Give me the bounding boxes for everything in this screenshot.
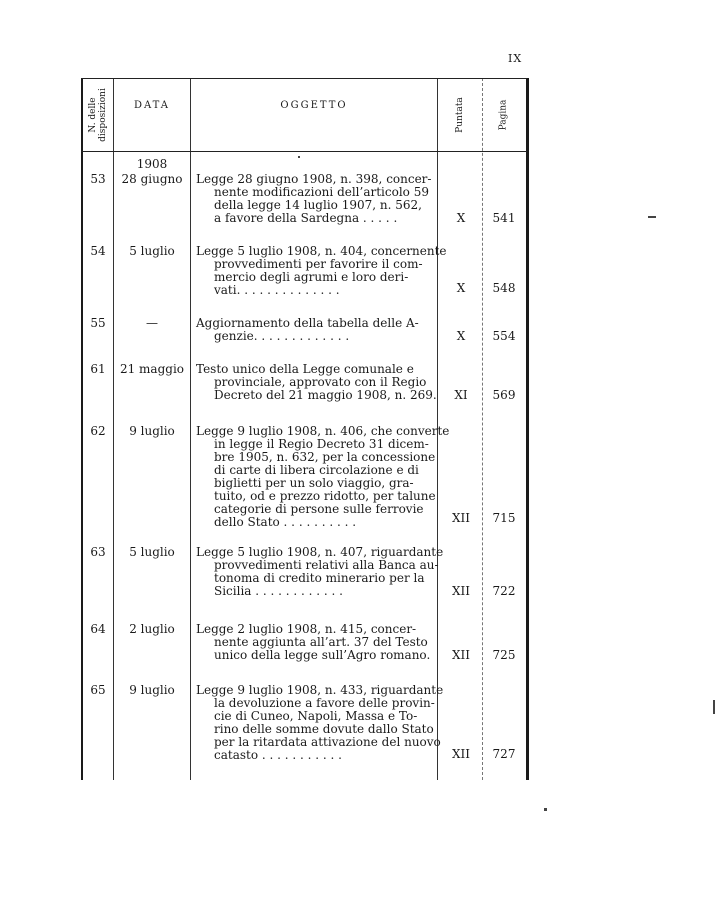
- row-62-date: 9 luglio: [129, 424, 175, 438]
- scan-mark: [544, 808, 547, 811]
- subject-line: rino delle somme dovute dallo Stato: [214, 722, 434, 736]
- subject-line: la devoluzione a favore delle provin-: [214, 696, 435, 710]
- header-bottom-rule: [81, 151, 527, 152]
- subject-line: Legge 5 luglio 1908, n. 404, concernente: [196, 244, 447, 258]
- row-61-number: 61: [90, 362, 106, 376]
- row-65-pagina: 727: [492, 747, 516, 761]
- subject-line: nente modificazioni dell’articolo 59: [214, 185, 429, 199]
- subject-line: provinciale, approvato con il Regio: [214, 375, 427, 389]
- page-number: IX: [508, 52, 523, 65]
- subject-line: della legge 14 luglio 1907, n. 562,: [214, 198, 422, 212]
- subject-line: Sicilia . . . . . . . . . . . .: [214, 584, 343, 598]
- row-55-date: —: [146, 316, 158, 330]
- row-53-year: 1908: [136, 157, 168, 171]
- subject-line: Legge 28 giugno 1908, n. 398, concer-: [196, 172, 432, 186]
- row-64-number: 64: [90, 622, 106, 636]
- row-55-pagina: 554: [492, 329, 516, 343]
- scan-mark: [648, 216, 656, 218]
- subject-line: bre 1905, n. 632, per la concessione: [214, 450, 436, 464]
- row-64-puntata: XII: [451, 648, 471, 662]
- row-64-date: 2 luglio: [129, 622, 175, 636]
- subject-line: Aggiornamento della tabella delle A-: [196, 316, 419, 330]
- subject-line: Testo unico della Legge comunale e: [196, 362, 414, 376]
- subject-line: categorie di persone sulle ferrovie: [214, 502, 424, 516]
- row-61-puntata: XI: [454, 388, 468, 402]
- row-53-pagina: 541: [492, 211, 516, 225]
- row-54-pagina: 548: [492, 281, 516, 295]
- subject-line: cie di Cuneo, Napoli, Massa e To-: [214, 709, 418, 723]
- header-pagina: Pagina: [498, 99, 509, 131]
- header-oggetto: OGGETTO: [280, 100, 348, 111]
- subject-line: in legge il Regio Decreto 31 dicem-: [214, 437, 429, 451]
- subject-line: dello Stato . . . . . . . . . .: [214, 515, 357, 529]
- row-62-puntata: XII: [451, 511, 471, 525]
- row-53-date: 28 giugno: [121, 172, 183, 186]
- row-65-puntata: XII: [451, 747, 471, 761]
- header-numero-line-2: disposizioni: [98, 88, 108, 142]
- row-55-subject: [196, 317, 433, 343]
- subject-line: nente aggiunta all’art. 37 del Testo: [214, 635, 428, 649]
- row-63-puntata: XII: [451, 584, 471, 598]
- row-54-subject: [196, 244, 447, 297]
- row-61-pagina: 569: [492, 388, 516, 402]
- row-53-subject: [196, 173, 433, 225]
- subject-line: Decreto del 21 maggio 1908, n. 269.: [214, 388, 437, 402]
- row-65-number: 65: [90, 683, 106, 697]
- row-54-puntata: X: [456, 281, 466, 295]
- column-divider: [482, 78, 483, 780]
- row-54-date: 5 luglio: [129, 244, 175, 258]
- row-63-number: 63: [90, 545, 106, 559]
- subject-line: mercio degli agrumi e loro deri-: [214, 270, 409, 284]
- column-divider: [113, 78, 114, 780]
- subject-line: per la ritardata attivazione del nuovo: [214, 735, 441, 749]
- subject-line: Legge 2 luglio 1908, n. 415, concer-: [196, 622, 417, 636]
- subject-line: unico della legge sull’Agro romano.: [214, 648, 431, 662]
- header-data: DATA: [133, 100, 171, 111]
- header-top-rule: [81, 78, 527, 79]
- subject-line: provvedimenti per favorire il com-: [214, 257, 423, 271]
- subject-line: di carte di libera circolazione e di: [214, 463, 419, 477]
- header-puntata: Puntata: [455, 97, 465, 133]
- row-62-number: 62: [90, 424, 106, 438]
- row-63-subject: [196, 545, 444, 598]
- header-numero-line-1: N. delle: [88, 97, 98, 133]
- subject-line: catasto . . . . . . . . . . .: [214, 748, 342, 762]
- subject-line: biglietti per un solo viaggio, gra-: [214, 476, 414, 490]
- subject-line: Legge 9 luglio 1908, n. 406, che converte: [196, 424, 450, 438]
- row-55-number: 55: [90, 316, 106, 330]
- row-61-date: 21 maggio: [119, 362, 185, 376]
- row-63-date: 5 luglio: [129, 545, 175, 559]
- row-65-date: 9 luglio: [129, 683, 175, 697]
- subject-line: Legge 5 luglio 1908, n. 407, riguardante: [196, 545, 444, 559]
- row-55-puntata: X: [456, 329, 466, 343]
- row-64-pagina: 725: [492, 648, 516, 662]
- subject-line: vati. . . . . . . . . . . . . .: [214, 283, 340, 297]
- header-numero: [83, 80, 113, 150]
- subject-line: provvedimenti relativi alla Banca au-: [214, 558, 439, 572]
- row-61-subject: [196, 362, 437, 402]
- scan-mark: [713, 700, 715, 714]
- subject-line: tonoma di credito minerario per la: [214, 571, 425, 585]
- subject-line: Legge 9 luglio 1908, n. 433, riguardante: [196, 683, 444, 697]
- row-65-subject: [196, 683, 444, 762]
- row-62-subject: [196, 424, 450, 529]
- row-63-pagina: 722: [492, 584, 516, 598]
- column-divider: [190, 78, 191, 780]
- subject-line: a favore della Sardegna . . . . .: [214, 211, 398, 225]
- row-53-puntata: X: [456, 211, 466, 225]
- scan-mark: [298, 156, 300, 158]
- row-64-subject: [196, 623, 433, 662]
- row-53-number: 53: [90, 172, 106, 186]
- row-54-number: 54: [90, 244, 106, 258]
- row-62-pagina: 715: [492, 511, 516, 525]
- subject-line: genzie. . . . . . . . . . . . .: [214, 329, 350, 343]
- subject-line: tuito, od e prezzo ridotto, per talune: [214, 489, 436, 503]
